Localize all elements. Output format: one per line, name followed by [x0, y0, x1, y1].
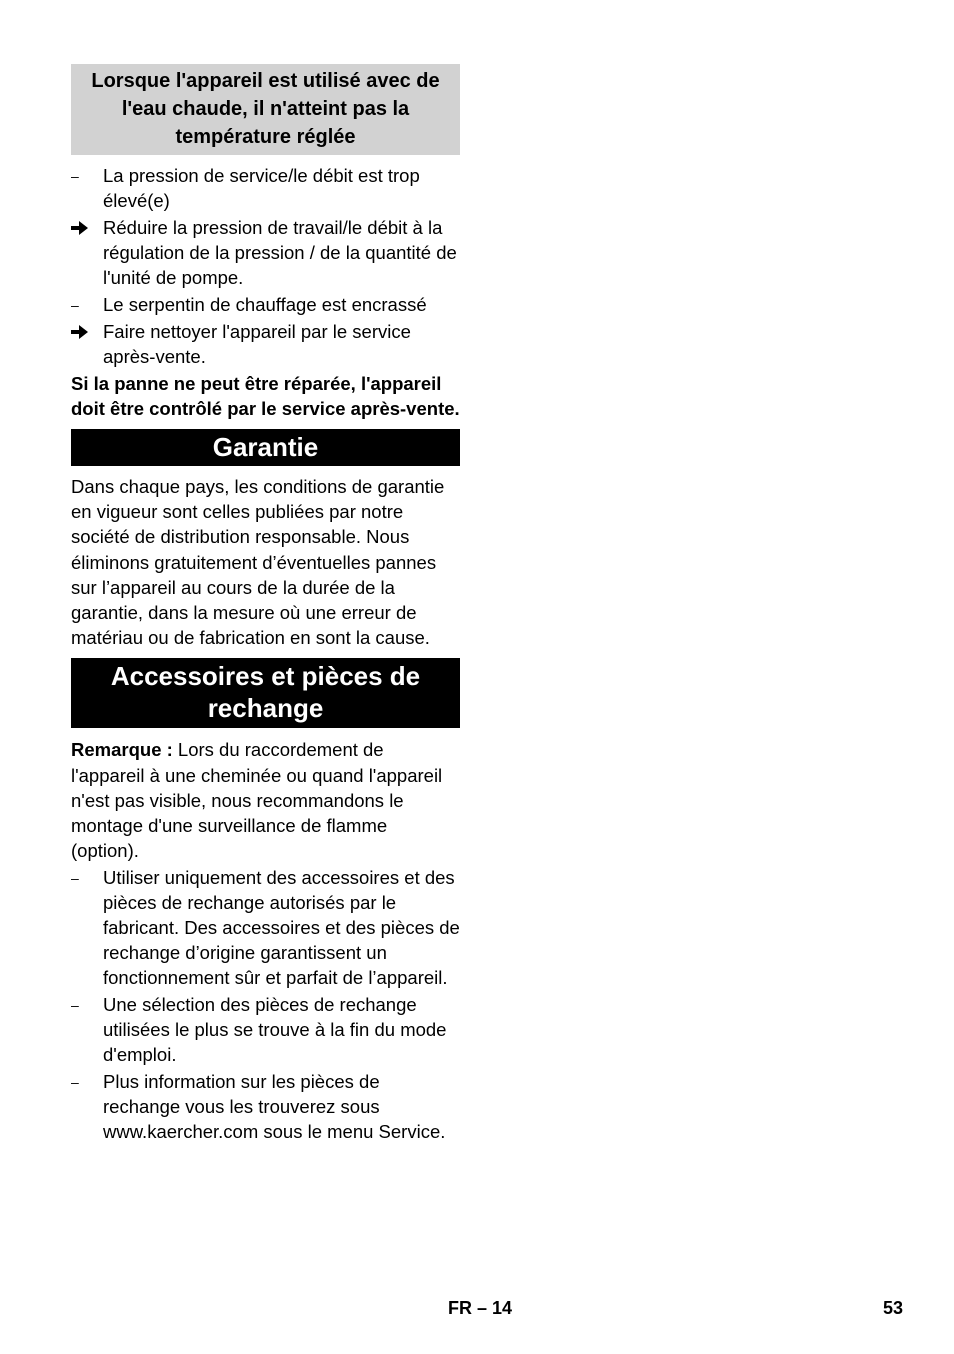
footer-page-number: 53 — [883, 1298, 904, 1318]
troubleshoot-heading: Lorsque l'appareil est utilisé avec de l'eau chaude, il n'atteint pas la température réglée — [71, 64, 460, 155]
troubleshoot-list — [71, 163, 460, 369]
dash-bullet: – — [71, 297, 79, 313]
list-item-text: Une sélection des pièces de rechange utilisées le plus se trouve à la fin du mode d'emploi. — [103, 994, 447, 1066]
right-arrow-icon — [71, 215, 95, 235]
remedy-text: Réduire la pression de travail/le débit à la régulation de la pression / de la quantité de l'unité de pompe. — [103, 217, 457, 288]
warranty-title: Garantie — [71, 429, 460, 466]
dash-bullet: – — [71, 1074, 79, 1091]
dash-bullet: – — [71, 997, 79, 1014]
list-item — [71, 865, 460, 990]
footer-language-page: FR – 14 — [448, 1298, 513, 1318]
remark-text: Lors du raccordement de l'appareil à une cheminée ou quand l'appareil n'est pas visible, nous recommandons le montage d'une surveillance de flamme (option). — [71, 739, 443, 862]
cause-item — [71, 292, 460, 317]
remark-label: Remarque : — [71, 739, 173, 761]
remedy-item — [71, 215, 460, 290]
cause-item — [71, 163, 460, 213]
list-item — [71, 992, 460, 1067]
accessories-title: Accessoires et pièces de rechange — [71, 658, 460, 728]
service-note: Si la panne ne peut être réparée, l'appareil doit être contrôlé par le service après-vente. — [71, 373, 460, 419]
dash-bullet: – — [71, 870, 79, 887]
remedy-item — [71, 319, 460, 369]
cause-text: Le serpentin de chauffage est encrassé — [103, 294, 427, 315]
remedy-text: Faire nettoyer l'appareil par le service après-vente. — [103, 321, 411, 367]
accessories-list — [71, 865, 460, 1144]
list-item-text: Plus information sur les pièces de rechange vous les trouverez sous www.kaercher.com sous le menu Service. — [103, 1071, 446, 1143]
content-column — [71, 64, 460, 1146]
list-item — [71, 1069, 460, 1144]
accessories-remark — [71, 737, 460, 863]
warranty-text: Dans chaque pays, les conditions de garantie en vigueur sont celles publiées par notre société de distribution responsable. Nous éliminons gratuitement d’éventuelles pannes sur l’appareil au cours de la durée de la garantie, dans la mesure où une erreur de matériau ou de fabrication en sont la cause. — [71, 476, 445, 649]
cause-text: La pression de service/le débit est trop élevé(e) — [103, 165, 420, 211]
list-item-text: Utiliser uniquement des accessoires et des pièces de rechange autorisés par le fabricant. Des accessoires et des pièces de rechange d’origine garantissent un fonctionnement sûr et parfait de l’appareil. — [103, 867, 460, 989]
dash-bullet: – — [71, 168, 79, 184]
right-arrow-icon — [71, 319, 95, 339]
